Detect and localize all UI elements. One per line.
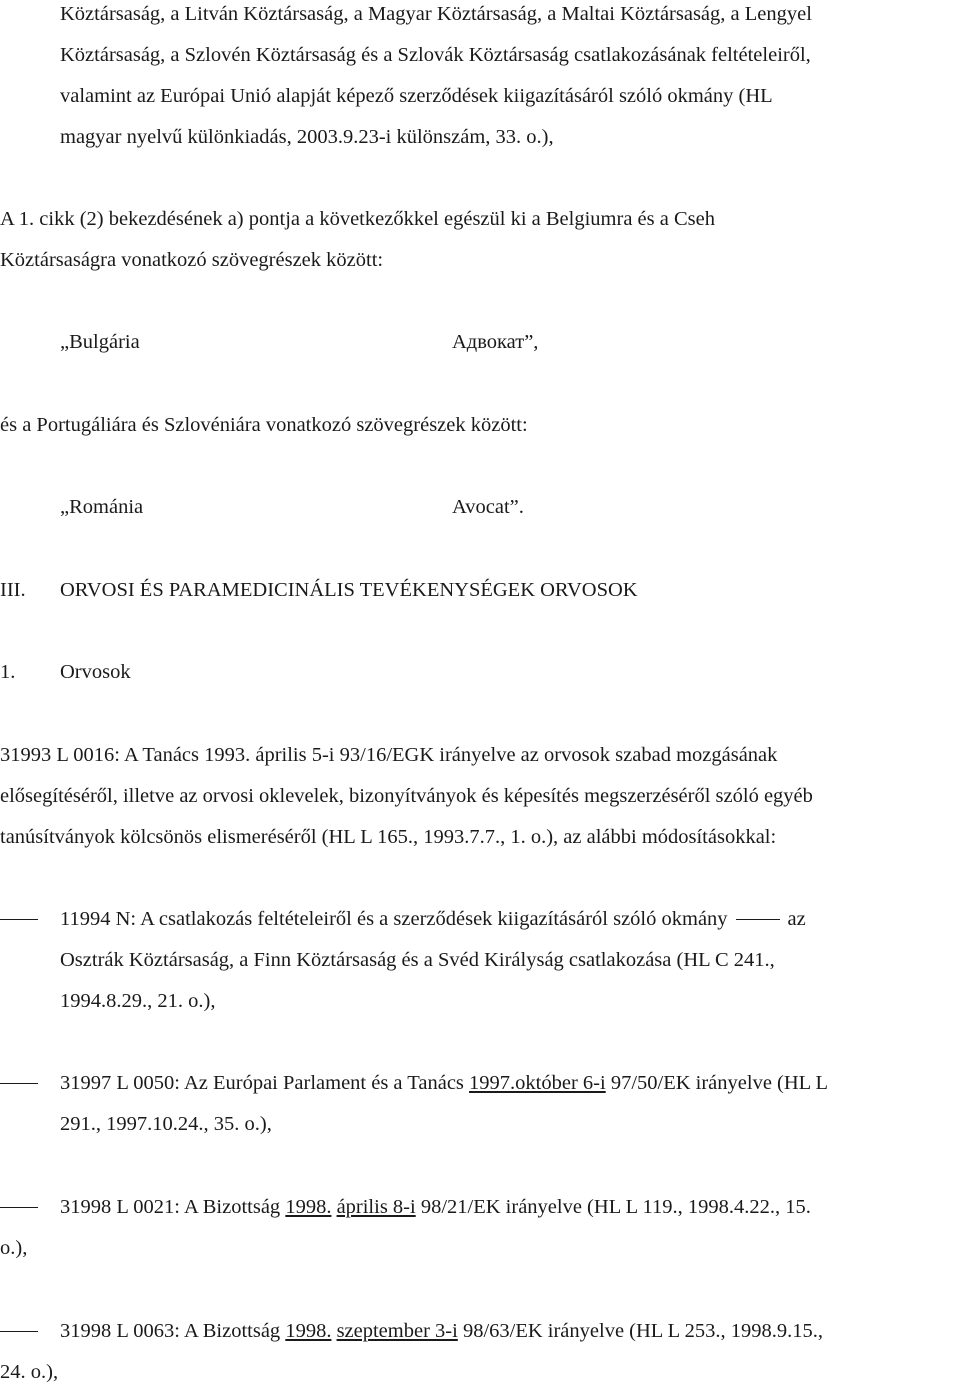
item4-line-2: 24. o.), — [0, 1361, 59, 1383]
item3-dash — [0, 1207, 38, 1208]
para2-text: és a Portugáliára és Szlovéniára vonatkozó szövegrészek között: — [0, 414, 528, 436]
entry1-title: Адвокат”, — [452, 331, 539, 353]
intro-line-4: magyar nyelvű különkiadás, 2003.9.23-i különszám, 33. o.), — [60, 126, 554, 148]
item1-line-3: 1994.8.29., 21. o.), — [60, 990, 216, 1012]
item1-line-1-end: az — [787, 908, 806, 930]
item3-date: április 8-i — [336, 1196, 416, 1218]
intro-line-3: valamint az Európai Unió alapját képező szerződések kiigazításáról szóló okmány (HL — [60, 85, 773, 107]
item2-line-1 — [60, 1071, 828, 1095]
item4-post: 98/63/EK irányelve (HL L 253., 1998.9.15., — [457, 1320, 823, 1342]
item1-line-1-text: 11994 N: A csatlakozás feltételeiről és a szerződések kiigazításáról szóló okmány — [60, 908, 728, 930]
item3-year: 1998. — [285, 1196, 332, 1218]
item3-line-2: o.), — [0, 1237, 28, 1259]
subsection-title: Orvosok — [60, 661, 131, 683]
item3-pre: 31998 L 0021: A Bizottság — [60, 1196, 286, 1218]
item2-line-2: 291., 1997.10.24., 35. o.), — [60, 1113, 272, 1135]
item3-line-1 — [60, 1195, 811, 1219]
entry1-country: „Bulgária — [60, 331, 140, 353]
item2-dash — [0, 1083, 38, 1084]
item2-pre: 31997 L 0050: Az Európai Parlament és a Tanács — [60, 1072, 470, 1094]
item4-dash — [0, 1331, 38, 1332]
para1-line-1: A 1. cikk (2) bekezdésének a) pontja a következőkkel egészül ki a Belgiumra és a Cseh — [0, 208, 715, 230]
item1-line-1 — [60, 907, 806, 931]
item2-post: 97/50/EK irányelve (HL L — [605, 1072, 829, 1094]
directive-line-3: tanúsítványok kölcsönös elismeréséről (HL L 165., 1993.7.7., 1. o.), az alábbi módosításokkal: — [0, 826, 777, 848]
item4-date: szeptember 3-i — [336, 1320, 458, 1342]
item1-dash — [0, 919, 38, 920]
item4-pre: 31998 L 0063: A Bizottság — [60, 1320, 286, 1342]
entry2-country: „Románia — [60, 496, 144, 518]
para1-line-2: Köztársaságra vonatkozó szövegrészek között: — [0, 249, 384, 271]
subsection-number: 1. — [0, 661, 16, 683]
section-number: III. — [0, 579, 26, 601]
item2-date-link: 1997.október 6-i — [469, 1072, 606, 1094]
item1-em-dash — [736, 919, 780, 920]
item4-year: 1998. — [285, 1320, 332, 1342]
intro-line-1: Köztársaság, a Litván Köztársaság, a Magyar Köztársaság, a Maltai Köztársaság, a Lengyel — [60, 3, 812, 25]
item1-line-2: Osztrák Köztársaság, a Finn Köztársaság és a Svéd Királyság csatlakozása (HL C 241., — [60, 949, 775, 971]
section-title: ORVOSI ÉS PARAMEDICINÁLIS TEVÉKENYSÉGEK ORVOSOK — [60, 579, 638, 601]
item3-post: 98/21/EK irányelve (HL L 119., 1998.4.22., 15. — [415, 1196, 811, 1218]
entry2-title: Avocat”. — [452, 496, 524, 518]
directive-line-1: 31993 L 0016: A Tanács 1993. április 5-i 93/16/EGK irányelve az orvosok szabad mozgásának — [0, 744, 778, 766]
intro-line-2: Köztársaság, a Szlovén Köztársaság és a Szlovák Köztársaság csatlakozásának feltételeiről, — [60, 44, 811, 66]
item4-line-1 — [60, 1319, 823, 1343]
directive-line-2: elősegítéséről, illetve az orvosi oklevelek, bizonyítványok és képesítés megszerzéséről szóló egyéb — [0, 785, 813, 807]
